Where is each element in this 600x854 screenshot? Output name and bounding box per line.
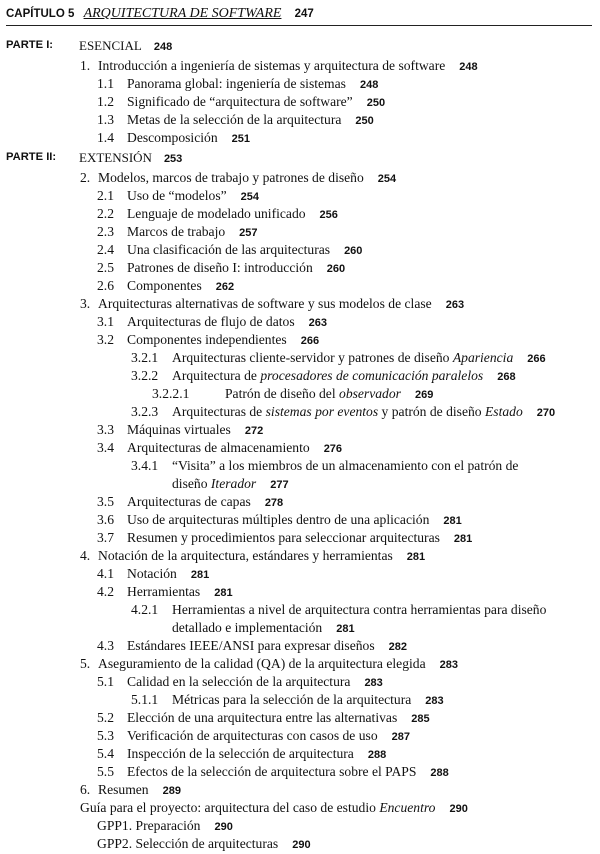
entry-title: diseño (172, 476, 211, 491)
entry-number: 5. (80, 656, 91, 671)
entry-title: Aseguramiento de la calidad (QA) de la arquitectura elegida (98, 656, 426, 671)
entry-title-emphasis: sistemas por eventos (265, 404, 379, 419)
toc-entry (97, 835, 311, 854)
toc-entry (97, 817, 233, 836)
entry-title: Guía para el proyecto: arquitectura del caso de estudio (80, 800, 380, 815)
entry-title: GPP1. Preparación (97, 818, 201, 833)
entry-title: Arquitecturas alternativas de software y sus modelos de clase (98, 296, 432, 311)
entry-number: 3.2.3 (131, 404, 159, 419)
entry-page-number: 263 (445, 299, 465, 311)
toc-entry (127, 277, 234, 296)
toc-entry (98, 169, 396, 188)
entry-number: 5.4 (97, 746, 114, 761)
entry-number: 1.1 (97, 76, 114, 91)
entry-number: 6. (80, 782, 91, 797)
toc-entry (127, 129, 250, 148)
part-heading-1 (79, 37, 172, 56)
entry-number: 1.4 (97, 130, 114, 145)
toc-entry (98, 655, 458, 674)
entry-title-emphasis: Estado (484, 404, 523, 419)
entry-number: 2.5 (97, 260, 114, 275)
entry-number: 5.1.1 (131, 692, 159, 707)
entry-title: GPP2. Selección de arquitecturas (97, 836, 279, 851)
entry-title: detallado e implementación (172, 620, 323, 635)
entry-number: 2. (80, 170, 91, 185)
entry-number: 3.1 (97, 314, 114, 329)
entry-number: 5.2 (97, 710, 114, 725)
toc-entry (127, 259, 345, 278)
entry-title: Una clasificación de las arquitecturas (127, 242, 331, 257)
toc-entry (127, 583, 233, 602)
entry-page-number: 250 (366, 97, 386, 109)
entry-title-emphasis: Encuentro (379, 800, 436, 815)
entry-number: 3.2.2 (131, 368, 159, 383)
entry-title: Uso de “modelos” (127, 188, 227, 203)
toc-entry (127, 421, 263, 440)
entry-page-number: 276 (323, 443, 343, 455)
entry-title: Introducción a ingeniería de sistemas y arquitectura de software (98, 58, 446, 73)
entry-title: Notación de la arquitectura, estándares y herramientas (98, 548, 393, 563)
toc-entry (172, 619, 355, 638)
part-heading-2 (79, 149, 182, 168)
entry-page-number: 288 (430, 767, 449, 779)
entry-number: 3.4 (97, 440, 114, 455)
toc-entry (98, 547, 425, 566)
entry-page-number: 269 (414, 389, 434, 401)
entry-title: Herramientas (127, 584, 201, 599)
entry-page-number: 266 (527, 353, 546, 365)
entry-page-number: 254 (240, 191, 260, 203)
entry-number: 2.1 (97, 188, 114, 203)
entry-title: Arquitecturas cliente-servidor y patrones de diseño (172, 350, 453, 365)
entry-title: Arquitecturas de (172, 404, 266, 419)
part-name: EXTENSIÓN (79, 150, 152, 165)
toc-entry (127, 111, 374, 130)
toc-entry (127, 331, 319, 350)
entry-number: 4.2 (97, 584, 114, 599)
entry-page-number: 260 (326, 263, 346, 275)
entry-page-number: 289 (162, 785, 181, 797)
entry-title: Herramientas a nivel de arquitectura contra herramientas para diseño (172, 602, 547, 617)
toc-entry (98, 57, 478, 76)
toc-entry (80, 799, 468, 818)
entry-number: 2.6 (97, 278, 114, 293)
entry-title: Componentes (127, 278, 202, 293)
entry-number: 1. (80, 58, 91, 73)
toc-entry (127, 727, 410, 746)
part-page: 248 (153, 41, 173, 53)
entry-number: 3.6 (97, 512, 114, 527)
entry-title: Resumen (98, 782, 149, 797)
toc-entry (127, 241, 362, 260)
entry-title: Arquitecturas de almacenamiento (127, 440, 310, 455)
entry-page-number: 257 (239, 227, 258, 239)
entry-number: 3.2 (97, 332, 114, 347)
toc-entry (172, 349, 546, 368)
entry-page-number: 260 (344, 245, 363, 257)
entry-page-number: 281 (214, 587, 233, 599)
entry-title: “Visita” a los miembros de un almacenamiento con el patrón de (172, 458, 519, 473)
entry-title: Inspección de la selección de arquitectura (127, 746, 354, 761)
toc-entry (127, 75, 378, 94)
entry-page-number: 266 (300, 335, 320, 347)
entry-title: Métricas para la selección de la arquitectura (172, 692, 412, 707)
entry-page-number: 256 (319, 209, 338, 221)
entry-page-number: 268 (497, 371, 516, 383)
entry-title-continued: y patrón de diseño (378, 404, 485, 419)
entry-title: Verificación de arquitecturas con casos de uso (127, 728, 378, 743)
toc-entry (127, 763, 449, 782)
entry-number: 1.3 (97, 112, 114, 127)
entry-number: 3.4.1 (131, 458, 159, 473)
entry-number: 4.3 (97, 638, 114, 653)
part-name: ESENCIAL (79, 38, 142, 53)
chapter-label: CAPÍTULO 5 (6, 8, 75, 20)
toc-entry (127, 187, 259, 206)
entry-page-number: 282 (388, 641, 407, 653)
toc-entry (127, 205, 338, 224)
entry-page-number: 281 (190, 569, 210, 581)
entry-page-number: 251 (231, 133, 250, 145)
entry-title: Resumen y procedimientos para seleccionar arquitecturas (127, 530, 440, 545)
entry-page-number: 254 (377, 173, 397, 185)
entry-title: Lenguaje de modelado unificado (127, 206, 306, 221)
entry-number: 3.3 (97, 422, 114, 437)
toc-entry (172, 691, 444, 710)
entry-page-number: 285 (411, 713, 430, 725)
toc-entry (127, 709, 430, 728)
entry-page-number: 272 (244, 425, 264, 437)
entry-title-emphasis: observador (339, 386, 401, 401)
entry-page-number: 287 (391, 731, 410, 743)
entry-title: Máquinas virtuales (127, 422, 231, 437)
toc-entry (127, 493, 283, 512)
toc-entry (172, 367, 516, 386)
entry-title-emphasis: procesadores de comunicación paralelos (260, 368, 484, 383)
entry-title: Patrones de diseño I: introducción (127, 260, 313, 275)
entry-title: Metas de la selección de la arquitectura (127, 112, 342, 127)
entry-title: Arquitecturas de capas (127, 494, 251, 509)
toc-entry (127, 565, 209, 584)
toc-entry (127, 637, 407, 656)
entry-title: Componentes independientes (127, 332, 287, 347)
entry-number: 5.5 (97, 764, 114, 779)
entry-number: 1.2 (97, 94, 114, 109)
entry-page-number: 283 (364, 677, 383, 689)
entry-page-number: 281 (336, 623, 355, 635)
entry-page-number: 263 (308, 317, 327, 329)
toc-entry (127, 511, 462, 530)
toc-entry (127, 673, 383, 692)
toc-entry (127, 439, 342, 458)
entry-number: 2.4 (97, 242, 114, 257)
toc-entry (127, 745, 386, 764)
header-page-number: 247 (294, 8, 314, 20)
entry-page-number: 281 (453, 533, 473, 545)
entry-title: Panorama global: ingeniería de sistemas (127, 76, 346, 91)
entry-page-number: 288 (367, 749, 387, 761)
entry-page-number: 248 (359, 79, 379, 91)
entry-number: 3.5 (97, 494, 114, 509)
toc-entry (127, 223, 258, 242)
entry-page-number: 290 (449, 803, 468, 815)
toc-entry (127, 93, 385, 112)
toc-entry (172, 601, 546, 618)
part-label-1: PARTE I: (6, 39, 54, 51)
part-label-2: PARTE II: (6, 151, 57, 163)
entry-number: 3.2.2.1 (152, 386, 190, 401)
entry-page-number: 278 (264, 497, 284, 509)
entry-page-number: 283 (439, 659, 458, 671)
entry-title: Patrón de diseño del (225, 386, 340, 401)
entry-number: 3.2.1 (131, 350, 159, 365)
entry-title: Estándares IEEE/ANSI para expresar diseños (127, 638, 375, 653)
entry-number: 5.3 (97, 728, 114, 743)
entry-page-number: 290 (214, 821, 233, 833)
toc-entry (225, 385, 433, 404)
entry-number: 3.7 (97, 530, 114, 545)
entry-page-number: 283 (425, 695, 444, 707)
toc-entry (98, 781, 181, 800)
toc-entry (127, 313, 327, 332)
entry-page-number: 270 (536, 407, 556, 419)
chapter-title: ARQUITECTURA DE SOFTWARE (83, 6, 282, 21)
entry-title-emphasis: Iterador (210, 476, 257, 491)
entry-title: Notación (127, 566, 177, 581)
toc-entry (127, 529, 472, 548)
entry-number: 2.2 (97, 206, 114, 221)
entry-page-number: 262 (215, 281, 235, 293)
entry-page-number: 290 (292, 839, 311, 851)
entry-number: 4. (80, 548, 91, 563)
toc-entry (98, 295, 464, 314)
entry-number: 4.2.1 (131, 602, 159, 617)
toc-entry (172, 475, 289, 494)
entry-title: Calidad en la selección de la arquitectura (127, 674, 351, 689)
entry-title: Marcos de trabajo (127, 224, 226, 239)
toc-entry (172, 457, 518, 474)
entry-page-number: 277 (270, 479, 289, 491)
toc-entry (172, 403, 555, 422)
entry-page-number: 250 (355, 115, 374, 127)
entry-page-number: 281 (406, 551, 426, 563)
entry-page-number: 281 (443, 515, 462, 527)
entry-title: Elección de una arquitectura entre las alternativas (127, 710, 398, 725)
entry-title: Modelos, marcos de trabajo y patrones de diseño (98, 170, 364, 185)
part-page: 253 (163, 153, 183, 165)
entry-page-number: 248 (459, 61, 478, 73)
entry-title: Arquitecturas de flujo de datos (127, 314, 295, 329)
entry-title: Uso de arquitecturas múltiples dentro de una aplicación (127, 512, 430, 527)
entry-number: 5.1 (97, 674, 114, 689)
entry-title: Descomposición (127, 130, 218, 145)
entry-title: Significado de “arquitectura de software” (127, 94, 353, 109)
entry-title-emphasis: Apariencia (452, 350, 514, 365)
entry-title: Efectos de la selección de arquitectura sobre el PAPS (127, 764, 417, 779)
running-header (6, 3, 592, 26)
entry-number: 4.1 (97, 566, 114, 581)
entry-title: Arquitectura de (172, 368, 261, 383)
entry-number: 3. (80, 296, 91, 311)
entry-number: 2.3 (97, 224, 114, 239)
